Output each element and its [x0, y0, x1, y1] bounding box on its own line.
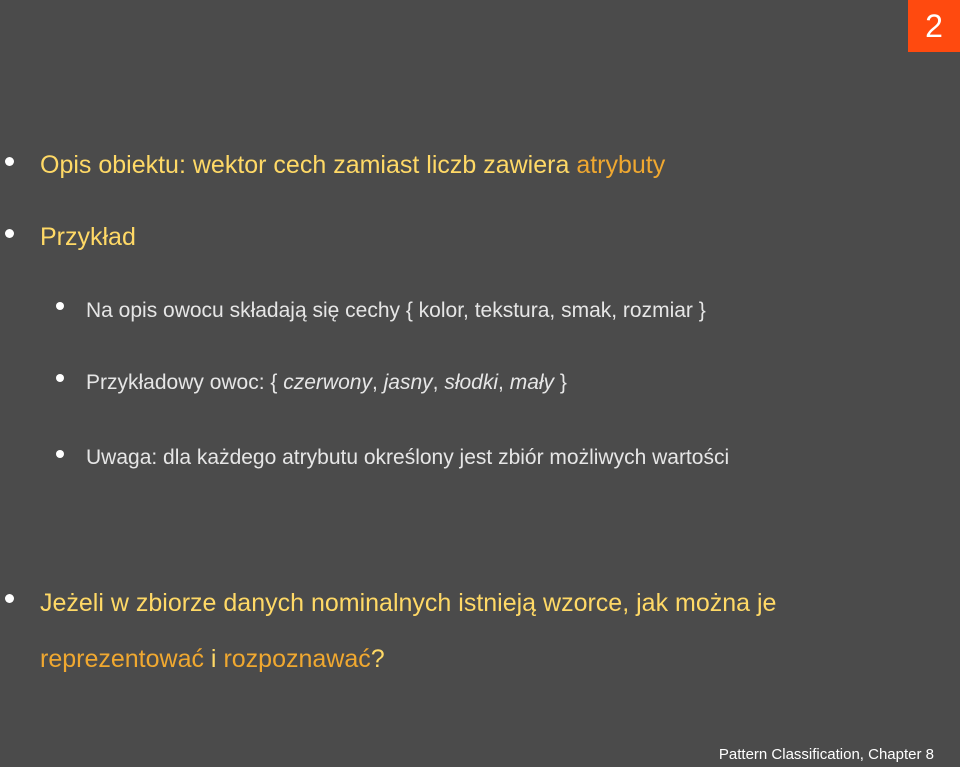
slide-number-badge — [908, 0, 960, 52]
sub-bullet-note — [86, 446, 729, 470]
sub-bullet-fruit-features — [86, 299, 706, 323]
highlight-represent: reprezentować — [40, 645, 204, 673]
footer-caption: Pattern Classification, Chapter 8 — [718, 746, 934, 763]
bullet-dot — [5, 594, 14, 603]
sub-bullet-suffix: } — [554, 371, 567, 394]
separator: , — [371, 371, 384, 394]
value-jasny: jasny — [383, 371, 433, 394]
value-maly: mały — [509, 371, 555, 394]
sub-bullet-dot — [56, 450, 64, 458]
bullet-text-line1: Jeżeli w zbiorze danych nominalnych istnieją wzorce, jak można je — [40, 589, 777, 617]
sub-bullet-prefix: Przykładowy owoc: { — [86, 371, 284, 394]
separator: , — [498, 371, 510, 394]
sub-bullet-dot — [56, 374, 64, 382]
highlight-recognize: rozpoznawać — [223, 645, 371, 673]
sub-bullet-dot — [56, 302, 64, 310]
bullet-example — [40, 223, 136, 252]
question-mark: ? — [370, 645, 385, 673]
bullet-dot — [5, 157, 14, 166]
slide-number: 2 — [925, 7, 943, 44]
bullet-nominal-data-question-line2 — [40, 645, 385, 674]
highlight-attributes: atrybuty — [576, 151, 666, 179]
bullet-text: Opis obiektu: wektor cech zamiast liczb zawiera — [40, 151, 577, 179]
sub-bullet-text: Na opis owocu składają się cechy { kolor, tekstura, smak, rozmiar } — [86, 299, 706, 322]
value-slodki: słodki — [444, 371, 499, 394]
sub-bullet-text: Uwaga: dla każdego atrybutu określony jest zbiór możliwych wartości — [86, 446, 730, 469]
bullet-text: Przykład — [40, 223, 136, 251]
value-czerwony: czerwony — [283, 371, 372, 394]
bullet-dot — [5, 229, 14, 238]
bullet-nominal-data-question — [40, 589, 776, 618]
separator: , — [432, 371, 445, 394]
connector-text: i — [203, 645, 224, 673]
sub-bullet-example-fruit — [86, 371, 567, 395]
bullet-object-description — [40, 151, 665, 180]
